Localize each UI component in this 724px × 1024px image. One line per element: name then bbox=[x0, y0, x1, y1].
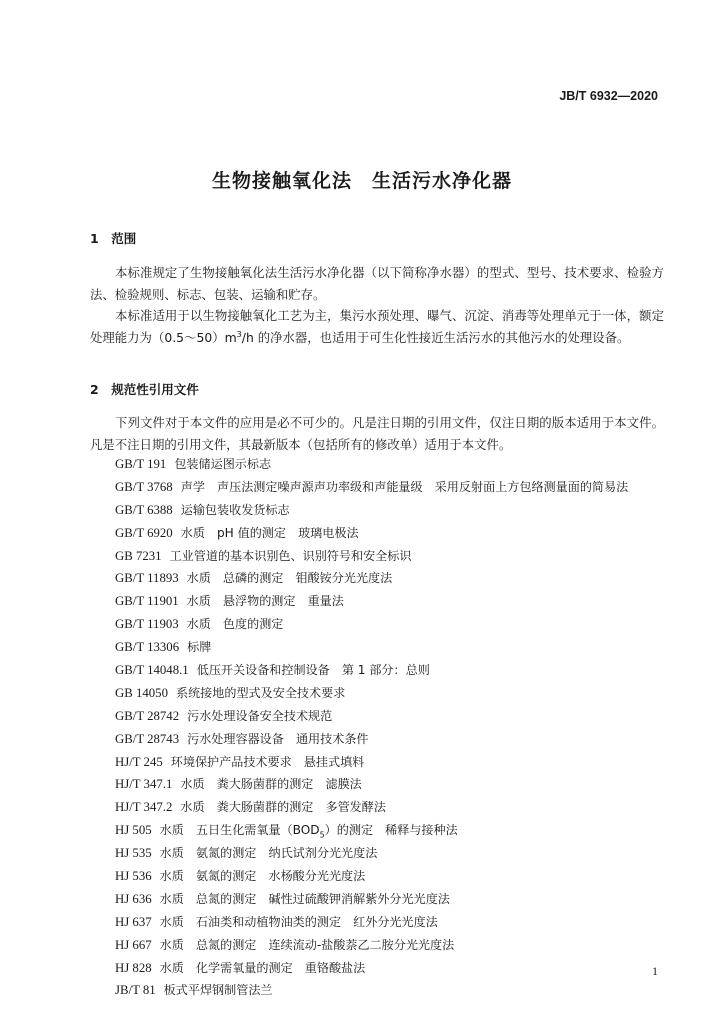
reference-title: 板式平焊钢制管法兰 bbox=[163, 983, 273, 998]
reference-code: GB 14050 bbox=[115, 685, 168, 700]
reference-title: 水质 五日生化需氧量（BOD bbox=[159, 823, 320, 838]
reference-item bbox=[115, 522, 628, 545]
document-title: 生物接触氧化法 生活污水净化器 bbox=[211, 170, 512, 192]
reference-code: GB 7231 bbox=[115, 548, 162, 563]
reference-code: GB/T 3768 bbox=[115, 479, 173, 494]
reference-item bbox=[115, 682, 628, 705]
reference-item bbox=[115, 796, 628, 819]
reference-item bbox=[115, 842, 628, 865]
reference-title: 低压开关设备和控制设备 第 1 部分：总则 bbox=[196, 663, 430, 678]
reference-item bbox=[115, 979, 628, 1002]
reference-title: 水质 pH 值的测定 玻璃电极法 bbox=[180, 525, 359, 540]
reference-title: 水质 粪大肠菌群的测定 多管发酵法 bbox=[180, 800, 386, 815]
reference-code: GB/T 11901 bbox=[115, 594, 179, 609]
reference-item bbox=[115, 705, 628, 728]
reference-code: GB/T 191 bbox=[115, 457, 167, 471]
superscript: 3 bbox=[236, 329, 242, 339]
reference-title: 水质 总氮的测定 连续流动-盐酸萘乙二胺分光光度法 bbox=[159, 937, 455, 952]
reference-title: 污水处理设备安全技术规范 bbox=[187, 708, 333, 723]
reference-title: 水质 粪大肠菌群的测定 滤膜法 bbox=[180, 777, 362, 792]
reference-title: 系统接地的型式及安全技术要求 bbox=[175, 685, 346, 700]
reference-item bbox=[115, 476, 628, 499]
reference-code: GB/T 6920 bbox=[115, 525, 173, 540]
reference-title: 水质 石油类和动植物油类的测定 红外分光光度法 bbox=[159, 914, 438, 929]
scope-paragraph-2-text-after: /h 的净水器，也适用于可生化性接近生活污水的其他污水的处理设备。 bbox=[241, 329, 630, 345]
reference-code: GB/T 13306 bbox=[115, 640, 180, 655]
reference-title: 标牌 bbox=[187, 640, 212, 655]
reference-title: 水质 总磷的测定 钼酸铵分光光度法 bbox=[186, 571, 393, 586]
reference-item bbox=[115, 728, 628, 751]
reference-code: HJ 636 bbox=[115, 891, 152, 906]
reference-item bbox=[115, 751, 628, 774]
reference-title: 运输包装收发货标志 bbox=[180, 502, 290, 517]
reference-item bbox=[115, 659, 628, 682]
scope-paragraph-2 bbox=[90, 305, 664, 348]
reference-item bbox=[115, 567, 628, 590]
reference-title: 水质 总氮的测定 碱性过硫酸钾消解紫外分光光度法 bbox=[159, 891, 450, 906]
reference-item bbox=[115, 957, 628, 980]
reference-item bbox=[115, 773, 628, 796]
reference-code: HJ 637 bbox=[115, 914, 152, 929]
reference-title: 水质 化学需氧量的测定 重铬酸盐法 bbox=[159, 960, 366, 975]
reference-code: GB/T 14048.1 bbox=[115, 663, 189, 678]
reference-title: 水质 悬浮物的测定 重量法 bbox=[186, 594, 344, 609]
reference-title: 包装储运图示标志 bbox=[174, 457, 272, 471]
section-1-heading: 1 范围 bbox=[90, 231, 137, 246]
reference-title: 环境保护产品技术要求 悬挂式填料 bbox=[170, 754, 365, 769]
reference-item bbox=[115, 590, 628, 613]
reference-code: GB/T 28742 bbox=[115, 708, 180, 723]
reference-item bbox=[115, 865, 628, 888]
subscript: 5 bbox=[319, 830, 325, 840]
reference-code: HJ 828 bbox=[115, 960, 152, 975]
reference-code: HJ/T 245 bbox=[115, 754, 163, 769]
reference-code: JB/T 81 bbox=[115, 983, 156, 998]
standard-code: JB/T 6932—2020 bbox=[559, 89, 658, 103]
reference-title: 水质 氨氮的测定 纳氏试剂分光光度法 bbox=[159, 846, 378, 861]
reference-item bbox=[115, 934, 628, 957]
reference-code: HJ 667 bbox=[115, 937, 152, 952]
reference-title: 水质 氨氮的测定 水杨酸分光光度法 bbox=[159, 869, 366, 884]
reference-item bbox=[115, 613, 628, 636]
reference-title-after: ）的测定 稀释与接种法 bbox=[324, 823, 458, 838]
reference-code: GB/T 28743 bbox=[115, 731, 180, 746]
reference-code: HJ 536 bbox=[115, 869, 152, 884]
reference-title: 声学 声压法测定噪声源声功率级和声能量级 采用反射面上方包络测量面的简易法 bbox=[180, 479, 629, 494]
reference-item bbox=[115, 545, 628, 568]
reference-item bbox=[115, 819, 628, 842]
reference-title: 工业管道的基本识别色、识别符号和安全标识 bbox=[169, 548, 412, 563]
reference-code: GB/T 11893 bbox=[115, 571, 179, 586]
reference-code: HJ/T 347.1 bbox=[115, 777, 173, 792]
page-number: 1 bbox=[652, 964, 658, 978]
references-intro: 下列文件对于本文件的应用是必不可少的。凡是注日期的引用文件，仅注日期的版本适用于本文件。凡是不注日期的引用文件，其最新版本（包括所有的修改单）适用于本文件。 bbox=[90, 415, 664, 452]
reference-code: HJ 535 bbox=[115, 846, 152, 861]
reference-title: 污水处理容器设备 通用技术条件 bbox=[187, 731, 369, 746]
reference-code: HJ/T 347.2 bbox=[115, 800, 173, 815]
reference-code: GB/T 11903 bbox=[115, 617, 179, 632]
reference-item bbox=[115, 911, 628, 934]
reference-item bbox=[115, 888, 628, 911]
scope-paragraph-1: 本标准规定了生物接触氧化法生活污水净化器（以下简称净水器）的型式、型号、技术要求、检验方法、检验规则、标志、包装、运输和贮存。 bbox=[90, 265, 664, 302]
reference-item bbox=[115, 499, 628, 522]
reference-item bbox=[115, 636, 628, 659]
reference-item bbox=[115, 453, 628, 476]
reference-list bbox=[115, 453, 628, 1002]
reference-title: 水质 色度的测定 bbox=[186, 617, 284, 632]
reference-code: HJ 505 bbox=[115, 823, 152, 838]
scope-paragraph-2-text: 本标准适用于以生物接触氧化工艺为主，集污水预处理、曝气、沉淀、消毒等处理单元于一体，额定处理能力为（0.5～50）m bbox=[90, 308, 664, 345]
reference-code: GB/T 6388 bbox=[115, 502, 173, 517]
section-2-heading: 2 规范性引用文件 bbox=[90, 382, 199, 397]
